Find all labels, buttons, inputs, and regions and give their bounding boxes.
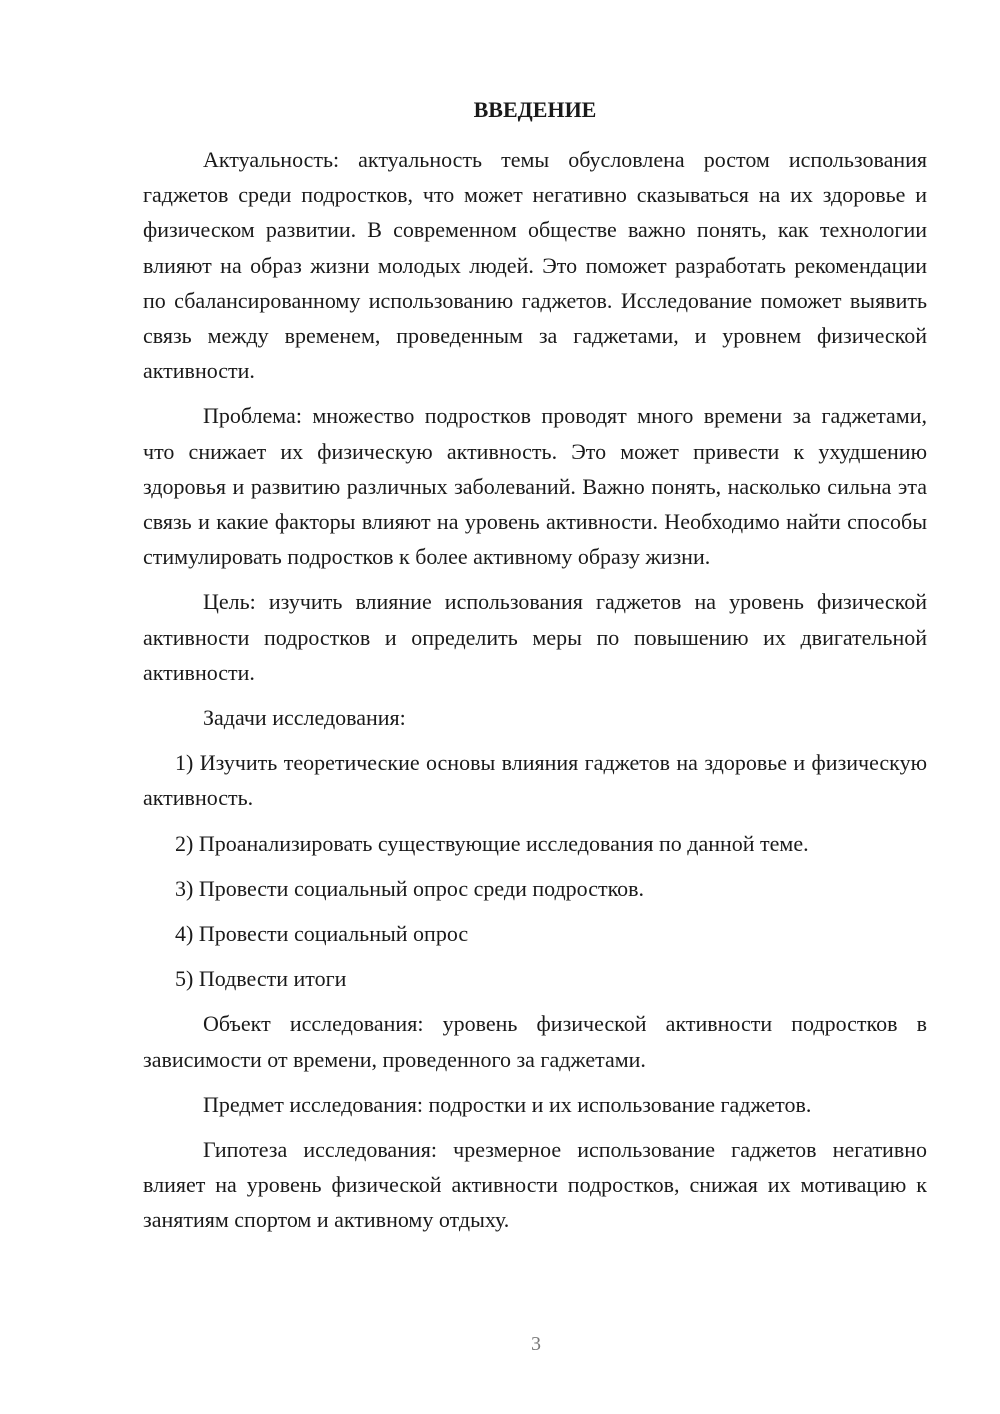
paragraph-subject: Предмет исследования: подростки и их использование гаджетов. <box>203 1091 812 1117</box>
paragraph-hypothesis: Гипотеза исследования: чрезмерное использование гаджетов негативно влияет на уровень физической активности подростков, снижая их мотивацию к занятиям спортом и активному отдыху. <box>143 1137 927 1233</box>
task-item-4: 4) Провести социальный опрос <box>175 921 469 947</box>
page-title: ВВЕДЕНИЕ <box>473 97 597 122</box>
paragraph-relevance: Актуальность: актуальность темы обусловлена ростом использования гаджетов среди подростков, что может негативно сказываться на их здоровье и физическом развитии. В современном обществе важно понять, как технологии влияют на образ жизни молодых людей. Это поможет разработать рекомендации по сбалансированному использованию гаджетов. Исследование поможет выявить связь между временем, проведенным за гаджетами, и уровнем физической активности. <box>143 147 927 384</box>
paragraph-problem: Проблема: множество подростков проводят много времени за гаджетами, что снижает их физическую активность. Это может привести к ухудшению здоровья и развитию различных заболеваний. Важно понять, насколько сильна эта связь и какие факторы влияют на уровень активности. Необходимо найти способы стимулировать подростков к более активному образу жизни. <box>143 403 927 570</box>
task-item-3: 3) Провести социальный опрос среди подростков. <box>175 875 645 901</box>
task-item-5: 5) Подвести итоги <box>175 966 347 992</box>
page-number: 3 <box>531 1333 541 1355</box>
paragraph-tasks-heading: Задачи исследования: <box>203 705 406 731</box>
document-body <box>143 142 927 1248</box>
paragraph-object: Объект исследования: уровень физической активности подростков в зависимости от времени, проведенного за гаджетами. <box>143 1011 927 1072</box>
task-item-2: 2) Проанализировать существующие исследования по данной теме. <box>175 830 809 856</box>
paragraph-goal: Цель: изучить влияние использования гаджетов на уровень физической активности подростков и определить меры по повышению их двигательной активности. <box>143 589 927 685</box>
task-item-1: 1) Изучить теоретические основы влияния гаджетов на здоровье и физическую активность. <box>143 750 927 811</box>
